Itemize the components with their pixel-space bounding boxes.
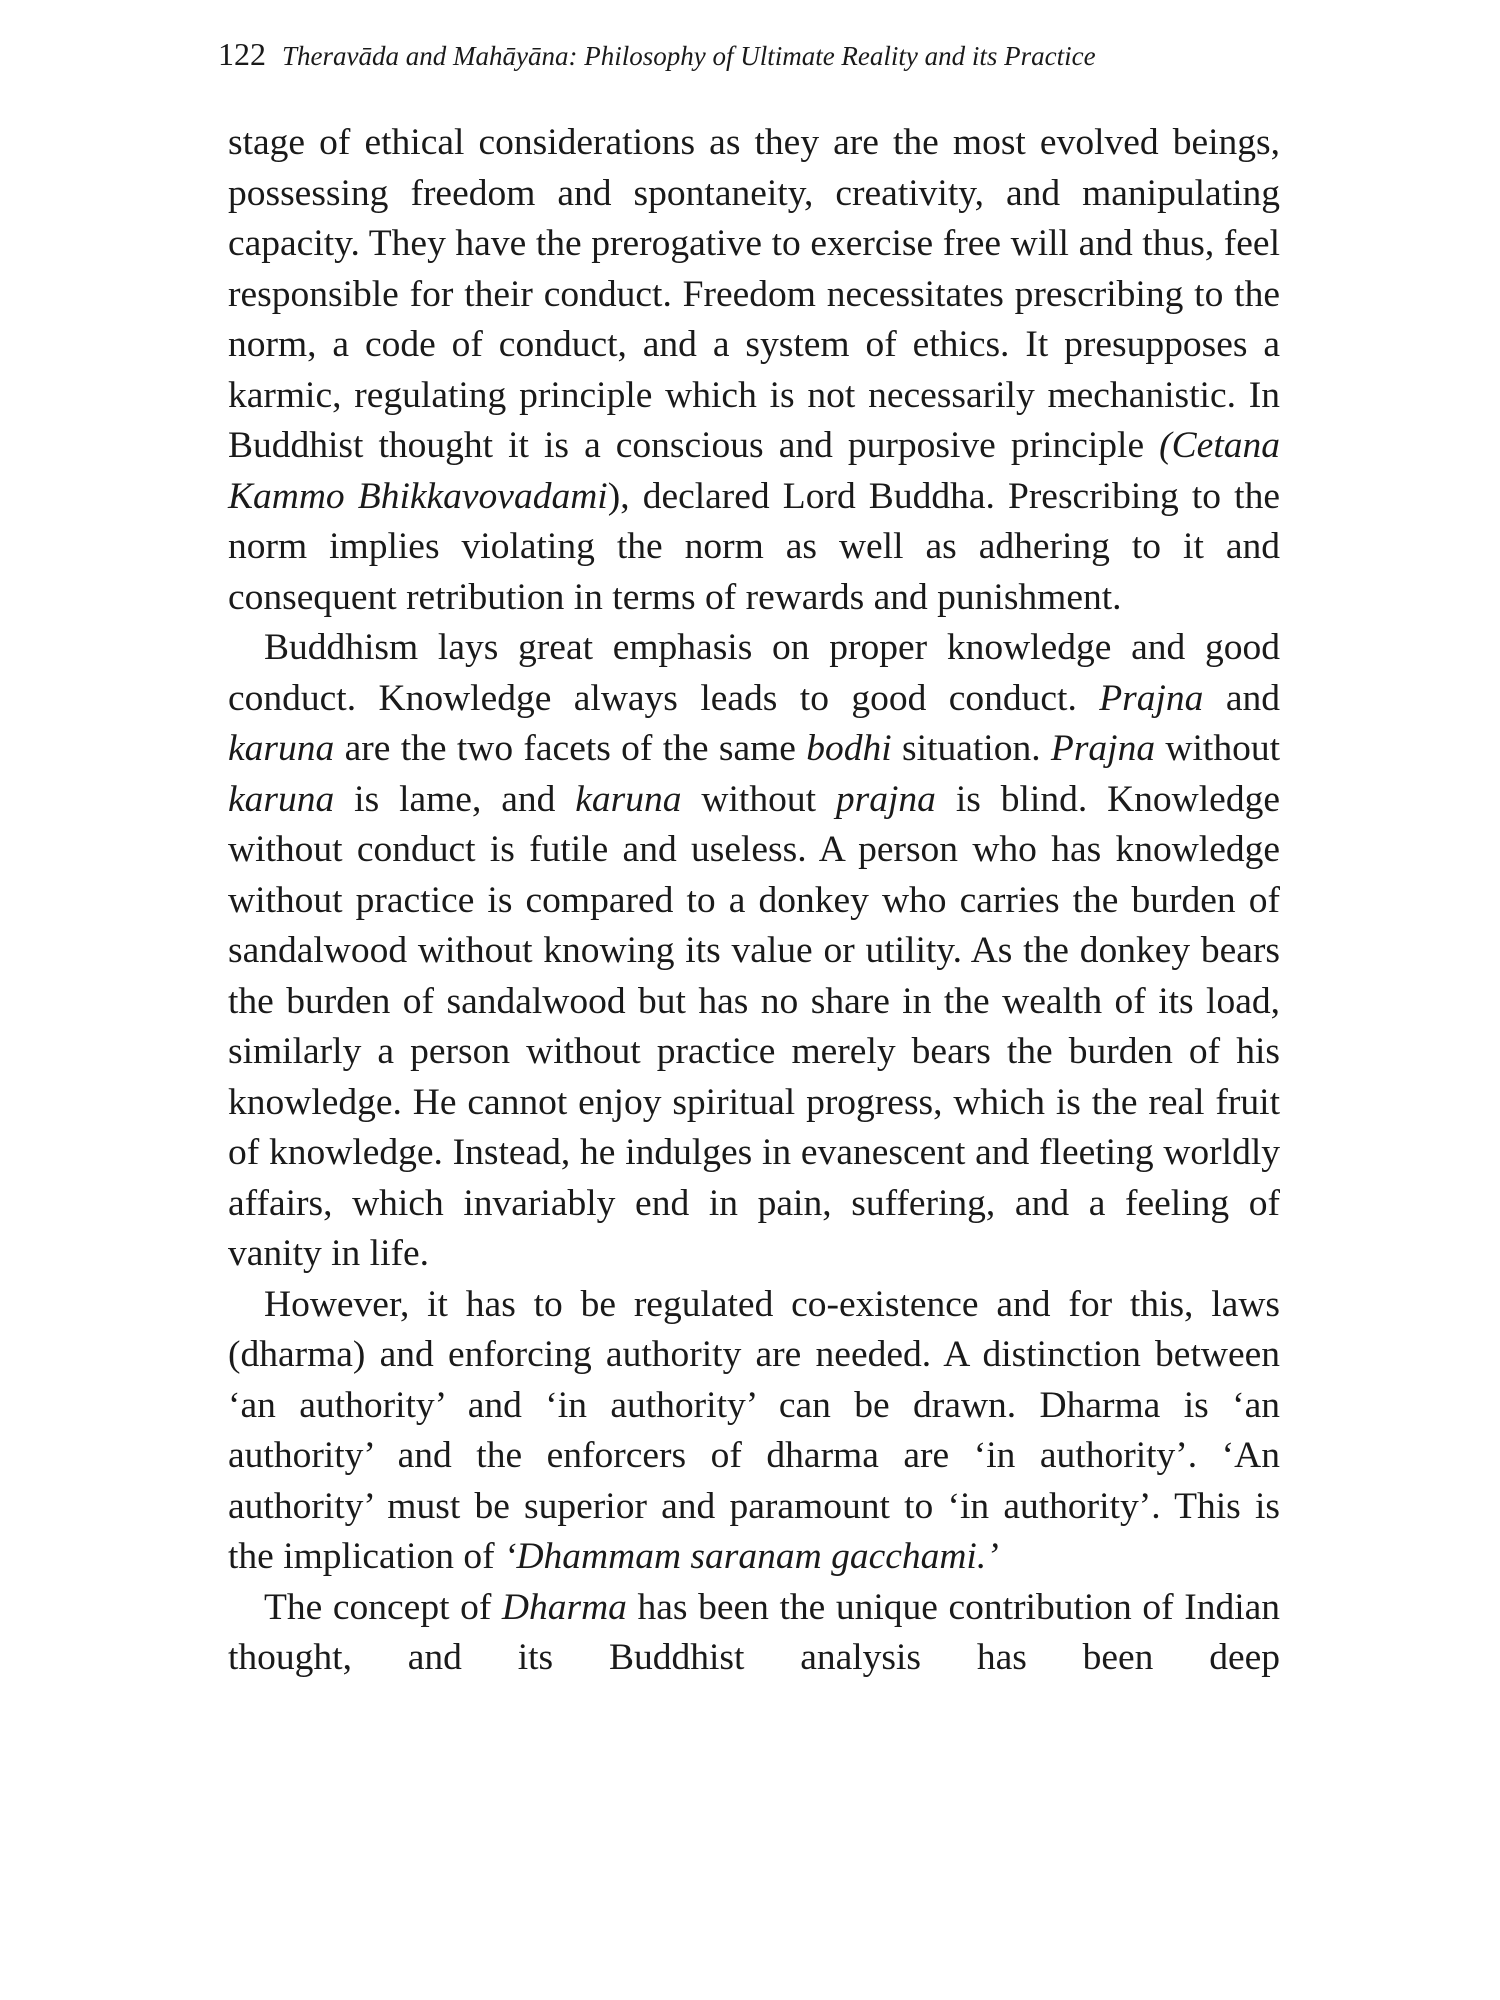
text-segment: and xyxy=(1203,677,1280,719)
paragraph-dharma xyxy=(228,1583,1280,1684)
text-segment: is lame, and xyxy=(334,778,576,820)
text-segment: is blind. Knowledge without conduct is futile and useless. A person who has knowledge without practice is compared to a donkey who carries the burden of sandalwood without knowing its value or utility. As the donkey bears the burden of sandalwood but has no share in the wealth of its load, similarly a person without practice merely bears the burden of his knowledge. He cannot enjoy spiritual progress, which is the real fruit of knowledge. Instead, he indulges in evanescent and fleeting worldly affairs, which invariably end in pain, suffering, and a feeling of vanity in life. xyxy=(228,778,1280,1274)
paragraph-knowledge-conduct xyxy=(228,623,1280,1280)
term-karuna: karuna xyxy=(228,778,335,820)
text-segment: Buddhism lays great emphasis on proper knowledge and good conduct. Knowledge always leads to good conduct. xyxy=(228,627,1280,719)
pali-phrase: ‘Dhammam saranam gacchami.’ xyxy=(503,1536,999,1577)
text-segment: without xyxy=(1155,728,1280,769)
term-karuna: karuna xyxy=(575,778,682,820)
paragraph-authority xyxy=(228,1280,1280,1583)
term-dharma: Dharma xyxy=(501,1586,627,1628)
running-title: Theravāda and Mahāyāna: Philosophy of Ultimate Reality and its Practice xyxy=(282,41,1096,71)
text-segment: has been the unique contribution of Indian thought, and its Buddhist analysis has been deep xyxy=(228,1586,1281,1678)
text-segment: stage of ethical considerations as they are the most evolved beings, possessing freedom and spontaneity, creativity, and manipulating capacity. They have the prerogative to exercise free will and thus, feel responsible for their conduct. Freedom necessitates prescribing to the norm, a code of conduct, and a system of ethics. It presupposes a karmic, regulating principle which is not necessarily mechanistic. In Buddhist thought it is a conscious and purposive principle xyxy=(228,122,1280,466)
term-prajna: Prajna xyxy=(1050,728,1156,769)
term-karuna: karuna xyxy=(228,728,335,769)
text-segment: However, it has to be regulated co-existence and for this, laws (dharma) and enforcing authority are needed. A distinction between ‘an authority’ and ‘in authority’ can be drawn. Dharma is ‘an authority’ and the enforcers of dharma are ‘in authority’. ‘An authority’ must be superior and paramount to ‘in authority’. This is the implication of xyxy=(228,1283,1280,1577)
text-segment: without xyxy=(681,778,836,820)
page-header xyxy=(218,36,1298,86)
text-segment: situation. xyxy=(891,728,1051,769)
term-bodhi: bodhi xyxy=(806,728,892,769)
text-segment: ), declared Lord Buddha. Prescribing to the norm implies violating the norm as well as adhering to it and consequent retribution in terms of rewards and punishment. xyxy=(228,475,1280,618)
text-segment: are the two facets of the same xyxy=(334,728,807,769)
pali-term: (Cetana Kammo Bhikkavovadami xyxy=(228,425,1280,517)
text-segment: The concept of xyxy=(264,1586,502,1628)
paragraph-ethics xyxy=(228,118,1280,623)
body-text xyxy=(228,118,1280,1684)
term-prajna: Prajna xyxy=(1099,677,1204,719)
page-number: 122 xyxy=(218,36,266,72)
term-prajna: prajna xyxy=(835,778,936,820)
